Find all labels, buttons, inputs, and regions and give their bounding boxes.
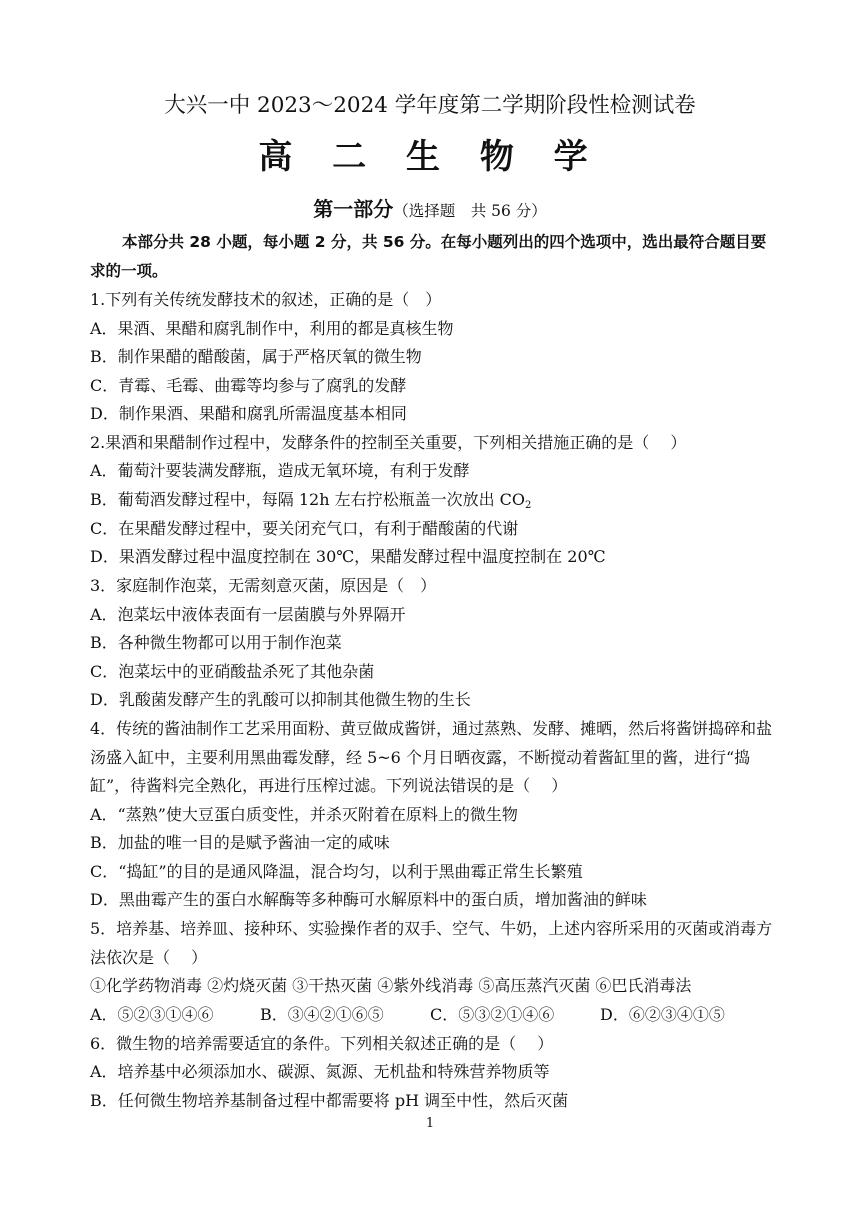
question-stem: 6．微生物的培养需要适宜的条件。下列相关叙述正确的是（ ）	[90, 1034, 554, 1053]
option-d: D．制作果酒、果醋和腐乳所需温度基本相同	[90, 404, 407, 423]
option-a: A．⑤②③①④⑥	[90, 1005, 214, 1024]
option-c: C．青霉、毛霉、曲霉等均参与了腐乳的发酵	[90, 376, 407, 395]
option-b-text: B．葡萄酒发酵过程中，每隔 12h 左右拧松瓶盖一次放出 CO	[90, 490, 526, 509]
page-number: 1	[425, 1116, 435, 1131]
option-b: B．制作果醋的醋酸菌，属于严格厌氧的微生物	[90, 347, 422, 366]
option-b: B．③④②①⑥⑤	[260, 1005, 384, 1024]
option-d: D．乳酸菌发酵产生的乳酸可以抑制其他微生物的生长	[90, 690, 471, 709]
options-row	[90, 1005, 780, 1025]
option-c: C．在果醋发酵过程中，要关闭充气口，有利于醋酸菌的代谢	[90, 519, 519, 538]
option-b: B．任何微生物培养基制备过程中都需要将 pH 调至中性，然后灭菌	[90, 1091, 569, 1110]
question-stem: 5．培养基、培养皿、接种环、实验操作者的双手、空气、牛奶，上述内容所采用的灭菌或消毒方法依次是（ ）	[90, 919, 773, 967]
option-d: D．黑曲霉产生的蛋白水解酶等多种酶可水解原料中的蛋白质，增加酱油的鲜味	[90, 890, 647, 909]
school-title: 大兴一中 2023～2024 学年度第二学期阶段性检测试卷	[164, 93, 696, 118]
option-c: C．⑤③②①④⑥	[430, 1005, 555, 1024]
methods-list: ①化学药物消毒 ②灼烧灭菌 ③干热灭菌 ④紫外线消毒 ⑤高压蒸汽灭菌 ⑥巴氏消毒法	[90, 976, 692, 995]
option-d: D．⑥②③④①⑤	[600, 1005, 725, 1024]
question-stem: 4．传统的酱油制作工艺采用面粉、黄豆做成酱饼，通过蒸熟、发酵、摊晒，然后将酱饼捣碎和盐汤盛入缸中，主要利用黑曲霉发酵，经 5~6 个月日晒夜露，不断搅动着酱缸里的酱，进行“捣缸”，待酱料完全熟化，再进行压榨过滤。下列说法错误的是（ ）	[90, 719, 773, 795]
option-b: B．各种微生物都可以用于制作泡菜	[90, 633, 342, 652]
option-a: A．葡萄汁要装满发酵瓶，造成无氧环境，有利于发酵	[90, 461, 470, 480]
question-stem: 1.下列有关传统发酵技术的叙述，正确的是（ ）	[90, 290, 442, 309]
option-c: C．“捣缸”的目的是通风降温，混合均匀，以利于黑曲霉正常生长繁殖	[90, 862, 583, 881]
question-stem: 2.果酒和果醋制作过程中，发酵条件的控制至关重要，下列相关措施正确的是（ ）	[90, 433, 687, 452]
subject-title: 高 二 生 物 学	[258, 137, 602, 177]
question-stem: 3．家庭制作泡菜，无需刻意灭菌，原因是（ ）	[90, 576, 437, 595]
option-a: A．泡菜坛中液体表面有一层菌膜与外界隔开	[90, 605, 406, 624]
section-note: （选择题 共 56 分）	[393, 202, 547, 220]
option-a: A．“蒸熟”使大豆蛋白质变性，并杀灭附着在原料上的微生物	[90, 805, 518, 824]
option-d: D．果酒发酵过程中温度控制在 30℃，果醋发酵过程中温度控制在 20℃	[90, 547, 606, 566]
option-a: A．培养基中必须添加水、碳源、氮源、无机盐和特殊营养物质等	[90, 1062, 550, 1081]
section-title: 第一部分	[313, 197, 394, 221]
option-b	[90, 490, 780, 516]
section-heading	[0, 197, 860, 223]
section-instructions: 本部分共 28 小题，每小题 2 分，共 56 分。在每小题列出的四个选项中，选出最符合题目要求的一项。	[90, 233, 767, 280]
option-b: B．加盐的唯一目的是赋予酱油一定的咸味	[90, 833, 390, 852]
subscript: 2	[525, 500, 532, 511]
option-c: C．泡菜坛中的亚硝酸盐杀死了其他杂菌	[90, 662, 375, 681]
option-a: A．果酒、果醋和腐乳制作中，利用的都是真核生物	[90, 319, 454, 338]
